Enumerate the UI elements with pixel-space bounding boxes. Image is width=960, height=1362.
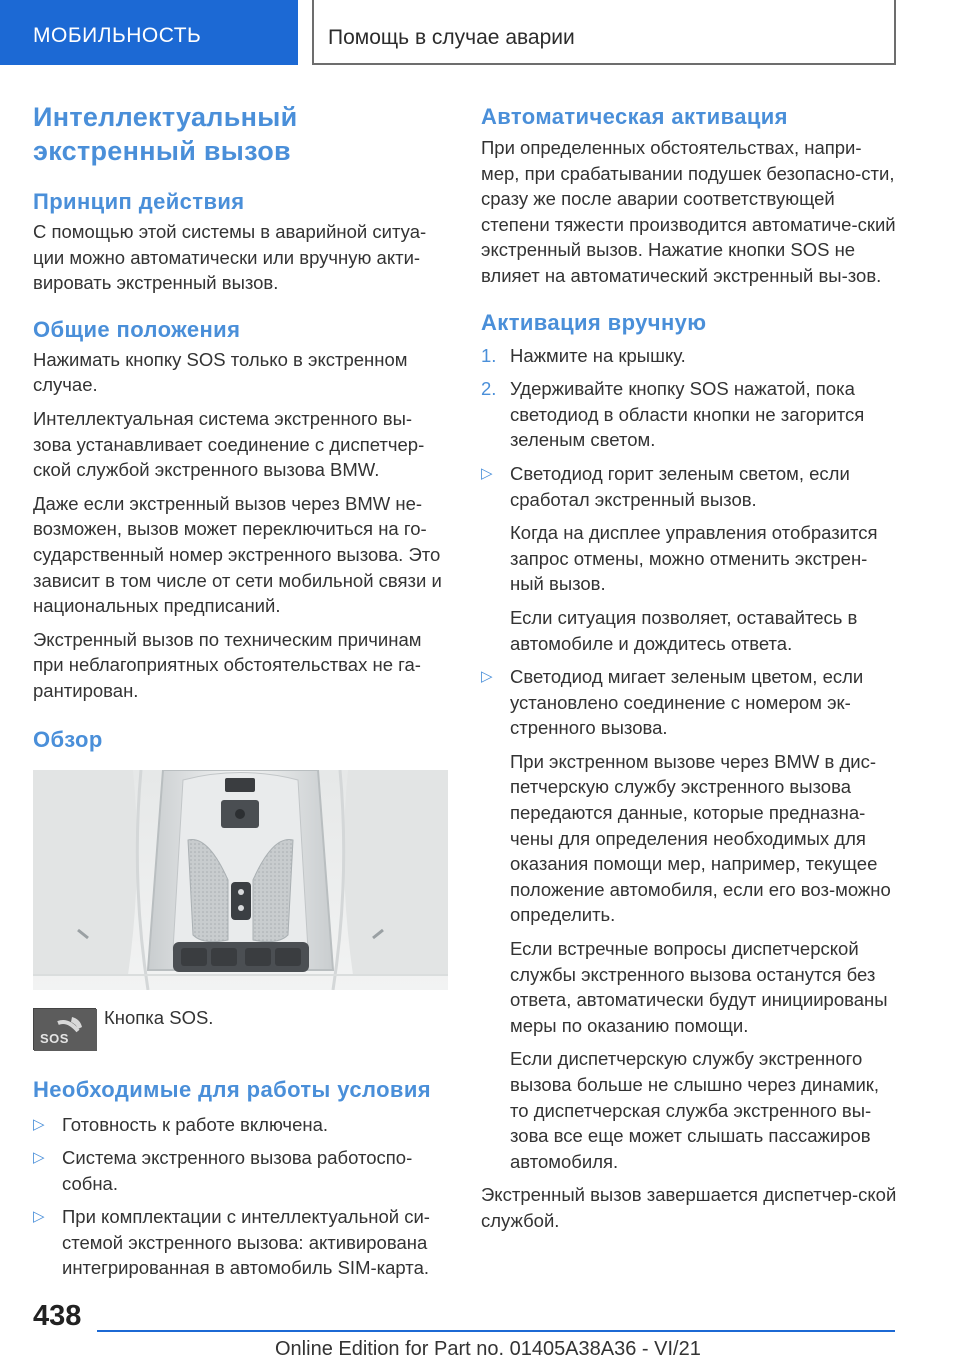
sub-paragraph: При экстренном вызове через BMW в дис-петчерскую службу экстренного вызова передаются данные, которые предназна-чены для определения необходимых для оказания помощи мер, например, текущее положение автомобиля, если его воз-можно определить. [510,750,891,926]
closing-text: Экстренный вызов завершается диспетчер-ской службой. [481,1184,897,1231]
sos-caption: Кнопка SOS. [104,1006,214,1028]
list-item: ▷ При комплектации с интеллектуальной си-стемой экстренного вызова: активирована интегрированная в автомобиль SIM-карта. [33,1206,430,1279]
manual-activation-heading: Активация вручную [481,309,707,335]
sos-icon-label: SOS [40,1030,69,1046]
section-tab[interactable] [0,0,298,65]
general-p2: Интеллектуальная система экстренного вы-зова устанавливает соединение с диспетчер-ской службой экстренного вызова BMW. [33,407,425,481]
overhead-console-photo [33,770,448,990]
overhead-console-illustration [33,770,448,990]
general-p4: Экстренный вызов по техническим причинам при неблагоприятных обстоятельствах не га-рантирован. [33,628,422,701]
list-item: ▷ Светодиод горит зеленым светом, если сработал экстренный вызов. [481,462,850,510]
general-heading: Общие положения [33,316,241,342]
page-title: Интеллектуальный экстренный вызов [33,102,298,166]
general-p3: Даже если экстренный вызов через BMW не-возможен, вызов может переключиться на го-сударственный номер экстренного вызова. Это зависит в том числе от сети мобильной связи и национальных предписаний. [33,492,442,617]
edition-footer: Online Edition for Part no. 01405A38A36 - VI/21 [275,1338,701,1360]
step-item: 1. Нажмите на крышку. [481,344,686,366]
led-blink-list [481,664,899,741]
conditions-list [33,1112,449,1282]
sub-paragraph: Если ситуация позволяет, оставайтесь в автомобиле и дождитесь ответа. [510,606,858,654]
general-p1: Нажимать кнопку SOS только в экстренном случае. [33,348,408,396]
overview-heading: Обзор [33,726,103,752]
sos-phone-icon [33,1008,96,1050]
step-item: 2. Удерживайте кнопку SOS нажатой, пока светодиод в области кнопки не загорится зеленым светом. [481,378,865,451]
manual-steps [481,343,899,513]
footer-divider [97,1330,895,1332]
sub-paragraph: Если диспетчерскую службу экстренного вызова больше не слышно через динамик, то диспетчерская служба экстренного вы-зова все еще может слышать пассажиров автомобиля. [510,1048,880,1172]
right-column [481,100,899,1234]
conditions-heading: Необходимые для работы условия [33,1076,431,1102]
sub-paragraph: Если встречные вопросы диспетчерской службы экстренного вызова останутся без ответа, автоматически будут инициированы меры по оказанию помощи. [510,938,888,1036]
sos-legend [33,1008,449,1050]
section-tab-label: МОБИЛЬНОСТЬ [33,24,202,47]
list-item: ▷ Система экстренного вызова работоспо-собна. [33,1147,413,1194]
auto-activation-text: При определенных обстоятельствах, напри-мер, при срабатывании подушек безопасно-сти, сразу же после аварии соответствующей степени тяжести производится автоматиче-ский экстренный вызов. Нажатие кнопки SOS не влияет на автоматический экстренный вы-зов. [481,137,896,286]
sub-paragraph: Когда на дисплее управления отобразится запрос отмены, можно отменить экстрен-ный вызов. [510,522,878,595]
page-number: 438 [33,1300,82,1332]
list-item: ▷ Светодиод мигает зеленым цветом, если установлено соединение с номером эк-стренного вызова. [481,666,864,739]
chapter-header [312,0,896,65]
auto-activation-heading: Автоматическая активация [481,104,788,129]
left-column [33,100,449,1281]
principle-text: С помощью этой системы в аварийной ситуа-ции можно автоматически или вручную акти-вировать экстренный вызов. [33,221,427,294]
list-item: ▷ Готовность к работе включена. [33,1113,329,1135]
principle-heading: Принцип действия [33,189,245,214]
chapter-title: Помощь в случае аварии [328,26,575,49]
